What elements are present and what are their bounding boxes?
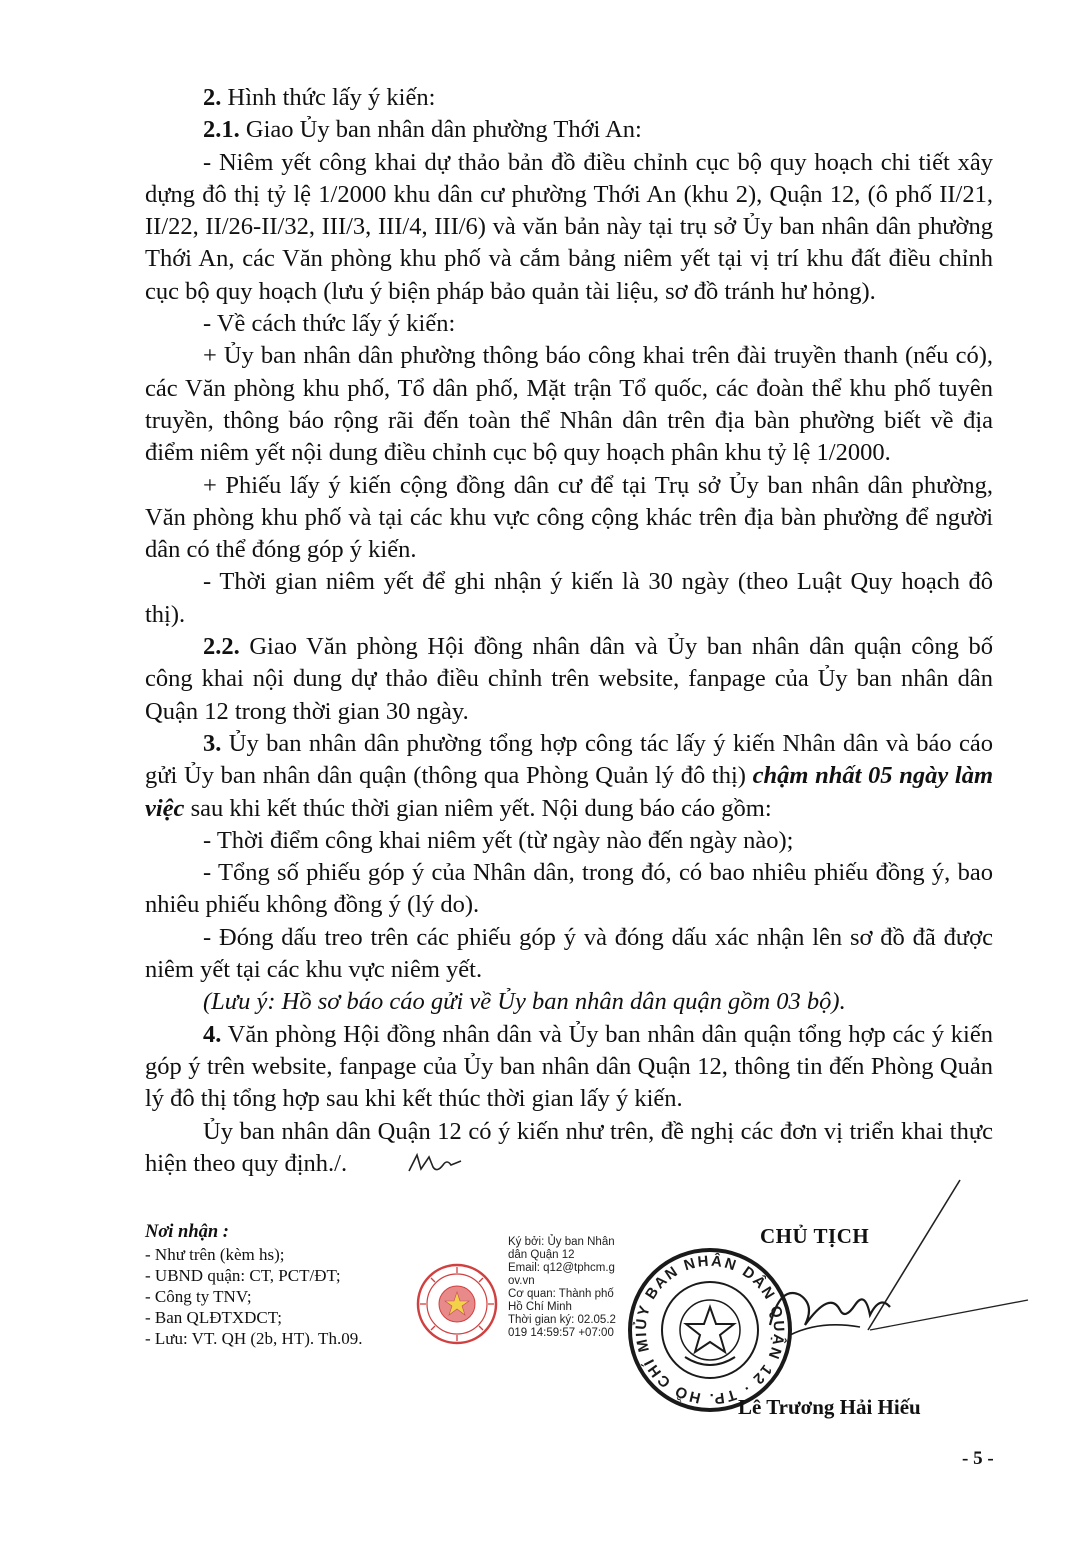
- document-body: [145, 82, 993, 1184]
- paragraph-thoi-gian: - Thời gian niêm yết để ghi nhận ý kiến là 30 ngày (theo Luật Quy hoạch đô thị).: [145, 568, 993, 628]
- paragraph-thoi-diem: - Thời điểm công khai niêm yết (từ ngày nào đến ngày nào);: [203, 826, 794, 854]
- paragraph-phieu: + Phiếu lấy ý kiến cộng đồng dân cư để tại Trụ sở Ủy ban nhân dân phường, Văn phòng khu phố và tại các khu vực công cộng khác trên địa bàn phường để người dân có thể đóng góp ý kiến.: [145, 471, 993, 564]
- recipients-title: Nơi nhận :: [145, 1222, 229, 1242]
- paragraph-2-2: 2.2. Giao Văn phòng Hội đồng nhân dân và Ủy ban nhân dân quận công bố công khai nội dung dự thảo điều chỉnh trên website, fanpage của Ủy ban nhân dân Quận 12 trong thời gian 30 ngày.: [145, 633, 993, 725]
- initials-signature: [349, 1151, 463, 1184]
- recipient-item: - Ban QLĐTXDCT;: [145, 1308, 282, 1327]
- page-number: - 5 -: [962, 1448, 994, 1469]
- paragraph-closing: Ủy ban nhân dân Quận 12 có ý kiến như trên, đề nghị các đơn vị triển khai thực hiện theo quy định./.: [145, 1116, 993, 1185]
- electronic-signature-info: [508, 1236, 620, 1340]
- paragraph-2: 2. Hình thức lấy ý kiến:: [203, 84, 436, 111]
- paragraph-cach-thuc: - Về cách thức lấy ý kiến:: [203, 310, 456, 338]
- recipient-item: - Như trên (kèm hs);: [145, 1245, 285, 1264]
- signer-title: CHỦ TỊCH: [760, 1224, 870, 1248]
- paragraph-thong-bao: + Ủy ban nhân dân phường thông báo công khai trên đài truyền thanh (nếu có), các Văn phòng khu phố, Tổ dân phố, Mặt trận Tổ quốc, các đoàn thể khu phố tuyên truyền, thông báo rộng rãi đến toàn thể Nhân dân trên địa bàn phường biết về địa điểm niêm yết nội dung điều chỉnh cục bộ quy hoạch phân khu tỷ lệ 1/2000.: [145, 342, 993, 467]
- digital-signature-seal-icon: [415, 1262, 499, 1351]
- paragraph-tong-so: - Tổng số phiếu góp ý của Nhân dân, trong đó, có bao nhiêu phiếu đồng ý, bao nhiêu phiếu không đồng ý (lý do).: [145, 859, 993, 919]
- recipient-item: - Công ty TNV;: [145, 1287, 252, 1306]
- paragraph-3: 3. Ủy ban nhân dân phường tổng hợp công tác lấy ý kiến Nhân dân và báo cáo gửi Ủy ban nhân dân quận (thông qua Phòng Quản lý đô thị) chậm nhất 05 ngày làm việc sau khi kết thúc thời gian niêm yết. Nội dung báo cáo gồm:: [145, 729, 993, 822]
- handwritten-signature-icon: [760, 1265, 920, 1360]
- paragraph-luu-y: (Lưu ý: Hồ sơ báo cáo gửi về Ủy ban nhân dân quận gồm 03 bộ).: [203, 988, 846, 1016]
- recipients-block: [145, 1222, 362, 1349]
- esign-email: Email: q12@tphcm.gov.vn: [508, 1262, 615, 1287]
- paragraph-dong-dau: - Đóng dấu treo trên các phiếu góp ý và đóng dấu xác nhận lên sơ đồ đã được niêm yết tại các khu vực niêm yết.: [145, 923, 993, 984]
- recipient-item: - UBND quận: CT, PCT/ĐT;: [145, 1266, 341, 1285]
- seal-text: ỦY BAN NHÂN DÂN QUẬN 12 · TP. HỒ CHÍ MI: [632, 1252, 788, 1408]
- recipients-list: [145, 1244, 362, 1349]
- recipient-item: - Lưu: VT. QH (2b, HT). Th.09.: [145, 1329, 363, 1348]
- paragraph-niem-yet: - Niêm yết công khai dự thảo bản đồ điều chỉnh cục bộ quy hoạch chi tiết xây dựng đô thị tỷ lệ 1/2000 khu dân cư phường Thới An (khu 2), Quận 12, (ô phố II/21, II/22, II/26-II/32, III/3, III/4, III/6) và văn bản này tại trụ sở Ủy ban nhân dân phường Thới An, các Văn phòng khu phố và cắm bảng niêm yết tại vị trí khu đất điều chỉnh cục bộ quy hoạch (lưu ý biện pháp bảo quản tài liệu, sơ đồ tránh hư hỏng).: [145, 148, 993, 305]
- signer-name: Lê Trương Hải Hiếu: [738, 1395, 921, 1419]
- esign-signer: Ký bởi: Ủy ban Nhân dân Quận 12: [508, 1236, 615, 1261]
- paragraph-2-1: 2.1. Giao Ủy ban nhân dân phường Thới An:: [203, 116, 642, 144]
- esign-agency: Cơ quan: Thành phố Hồ Chí Minh: [508, 1288, 614, 1313]
- paragraph-4: 4. Văn phòng Hội đồng nhân dân và Ủy ban nhân dân quận tổng hợp các ý kiến góp ý trên website, fanpage của Ủy ban nhân dân Quận 12, thông tin đến Phòng Quản lý đô thị tổng hợp sau khi kết thúc thời gian lấy ý kiến.: [145, 1020, 993, 1113]
- esign-time: Thời gian ký: 02.05.2019 14:59:57 +07:00: [508, 1314, 616, 1339]
